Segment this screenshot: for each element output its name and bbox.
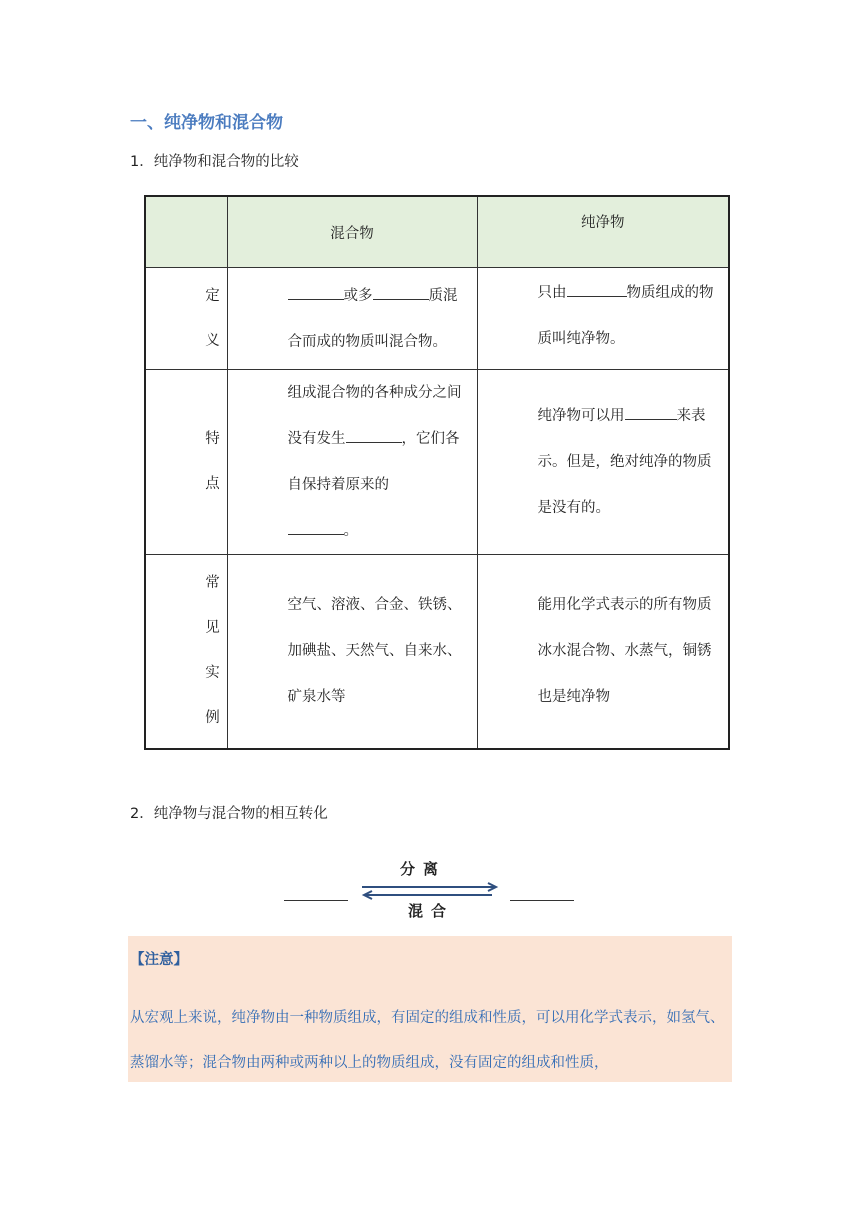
double-arrow-icon (360, 882, 500, 902)
text-fragment: 只由 (537, 285, 567, 301)
separation-label: 分离 (400, 860, 447, 878)
pure-definition-cell (477, 268, 729, 370)
row-label-char: 实 (205, 665, 220, 682)
pure-examples-line: 冰水混合物、水蒸气，铜锈也是纯净物 (537, 643, 712, 706)
note-box (128, 936, 732, 1082)
mixture-examples-cell: 空气、溶液、合金、铁锈、加碘盐、天然气、自来水、矿泉水等 (227, 555, 477, 749)
fill-blank[interactable] (373, 283, 429, 300)
row-label-char: 点 (205, 476, 220, 492)
text-fragment: 组成混合物的各种成分之间没有发生 (287, 385, 462, 447)
row-label-char: 见 (205, 620, 220, 637)
mixture-definition-cell (227, 268, 477, 370)
table-row-examples (145, 555, 729, 749)
row-label-char: 特 (205, 431, 220, 447)
text-fragment: 来表示。但是，绝对纯净的物质是没有的。 (537, 408, 712, 516)
row-label-char: 定 (205, 287, 220, 304)
row-label-definition (145, 268, 227, 370)
section-title: 一、纯净物和混合物 (130, 113, 283, 133)
row-label-char: 例 (205, 710, 220, 727)
pure-characteristics-cell (477, 370, 729, 555)
subsection-title-conversion: 2．纯净物与混合物的相互转化 (130, 806, 328, 822)
fill-blank[interactable] (284, 900, 348, 901)
text-fragment: 纯净物可以用 (537, 408, 625, 424)
note-title: 【注意】 (130, 952, 188, 968)
fill-blank[interactable] (288, 518, 344, 535)
fill-blank[interactable] (510, 900, 574, 901)
text-fragment: 。 (343, 523, 358, 539)
text-fragment: ，它们各自保持着原来的 (287, 431, 460, 493)
table-header-row (145, 196, 729, 268)
comparison-table (144, 195, 730, 750)
table-row-definition (145, 268, 729, 370)
text-fragment: 物质组成的物质叫纯净物。 (537, 285, 714, 347)
header-empty-cell (145, 196, 227, 268)
note-text: 从宏观上来说，纯净物由一种物质组成，有固定的组成和性质，可以用化学式表示，如氢气、蒸馏水等；混合物由两种或两种以上的物质组成，没有固定的组成和性质， (130, 1010, 725, 1071)
header-mixture: 混合物 (227, 196, 477, 268)
pure-examples-line: 能用化学式表示的所有物质 (537, 597, 712, 614)
row-label-examples (145, 555, 227, 749)
fill-blank[interactable] (288, 283, 344, 300)
subsection-title-comparison: 1．纯净物和混合物的比较 (130, 154, 299, 170)
fill-blank[interactable] (625, 403, 677, 420)
conversion-diagram (284, 852, 576, 924)
fill-blank[interactable] (346, 426, 402, 443)
fill-blank[interactable] (567, 280, 627, 297)
row-label-characteristics (145, 370, 227, 555)
pure-examples-cell (477, 555, 729, 749)
text-fragment: 质混合而成的物质叫混合物。 (287, 287, 458, 350)
row-label-char: 义 (205, 332, 220, 349)
text-fragment: 或多 (343, 287, 373, 304)
mixing-label: 混合 (408, 902, 455, 920)
row-label-char: 常 (205, 575, 220, 592)
header-pure-substance: 纯净物 (477, 196, 729, 268)
table-row-characteristics (145, 370, 729, 555)
mixture-characteristics-cell (227, 370, 477, 555)
